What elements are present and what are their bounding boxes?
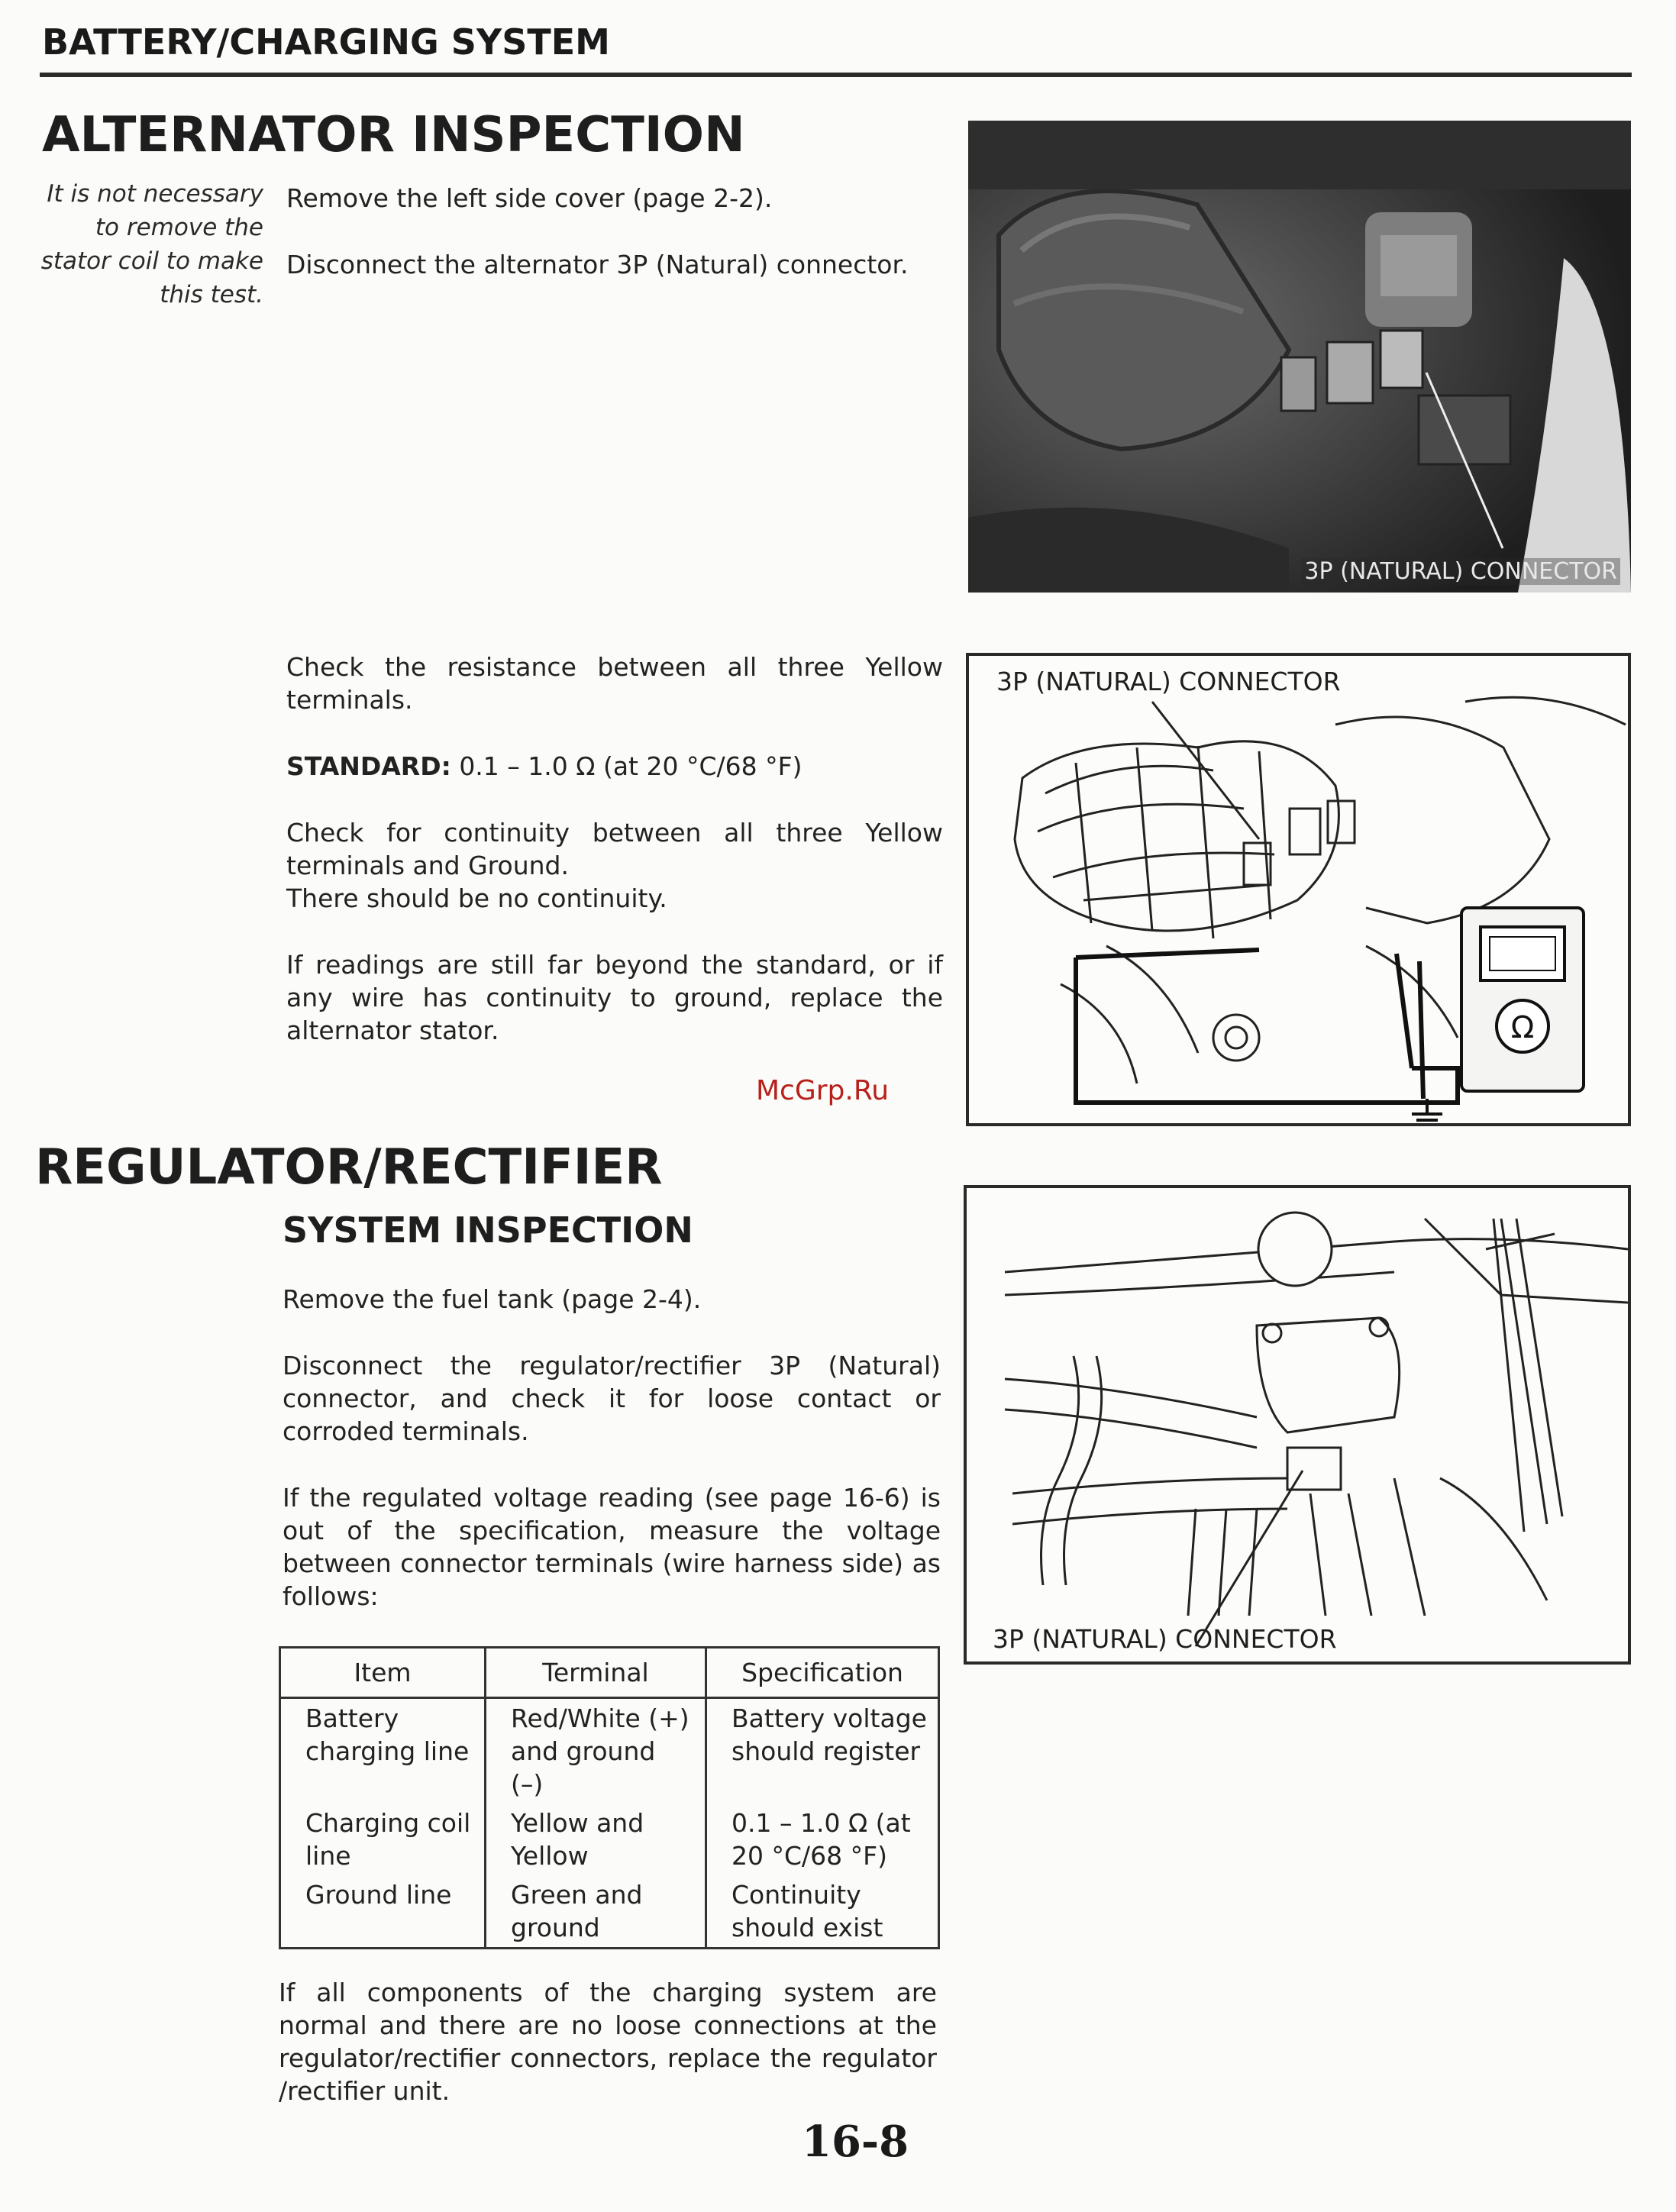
regulator-steps — [283, 1283, 941, 1613]
table-cell: Battery voltage should register — [706, 1698, 939, 1804]
replace-stator-text: If readings are still far beyond the standard, or if any wire has continuity to ground, replace the alternator stator. — [286, 950, 943, 1045]
standard-line — [286, 750, 943, 783]
regulator-figure-caption: 3P (NATURAL) CONNECTOR — [993, 1624, 1337, 1654]
side-note: It is not necessary to remove the stator coil to make this test. — [40, 180, 263, 308]
step-measure-voltage: If the regulated voltage reading (see page 16-6) is out of the specification, measure the voltage between connector terminals (wire harness side) as follows: — [283, 1483, 941, 1611]
table-cell: Battery charging line — [280, 1698, 486, 1804]
alternator-checks — [286, 651, 943, 1047]
alternator-inspection-heading: ALTERNATOR INSPECTION — [42, 107, 745, 163]
check-resistance-text: Check the resistance between all three Yellow terminals. — [286, 652, 943, 715]
step-disconnect-regulator: Disconnect the regulator/rectifier 3P (Natural) connector, and check it for loose contact or corroded terminals. — [283, 1351, 941, 1446]
step-disconnect-connector: Disconnect the alternator 3P (Natural) connector. — [286, 250, 909, 279]
photo-caption: 3P (NATURAL) CONNECTOR — [1301, 558, 1620, 585]
continuity-text: Check for continuity between all three Yellow terminals and Ground. — [286, 818, 943, 880]
ohmmeter-figure — [966, 653, 1631, 1126]
watermark: McGrp.Ru — [756, 1075, 890, 1106]
table-row — [280, 1875, 939, 1949]
section-header-title: BATTERY/CHARGING SYSTEM — [42, 21, 610, 63]
table-header: Item — [280, 1648, 486, 1698]
standard-label: STANDARD: — [286, 751, 451, 781]
table-cell: 0.1 – 1.0 Ω (at 20 °C/68 °F) — [706, 1804, 939, 1875]
svg-text:Ω: Ω — [1510, 1010, 1535, 1045]
no-continuity-text: There should be no continuity. — [286, 883, 667, 913]
alternator-steps — [286, 182, 943, 281]
table-header-row — [280, 1648, 939, 1698]
table-header: Terminal — [486, 1648, 706, 1698]
table-cell: Charging coil line — [280, 1804, 486, 1875]
table-cell: Green and ground — [486, 1875, 706, 1949]
table-cell: Yellow and Yellow — [486, 1804, 706, 1875]
table-cell: Continuity should exist — [706, 1875, 939, 1949]
regulator-connector-figure — [964, 1185, 1631, 1665]
table-cell: Red/White (+) and ground (–) — [486, 1698, 706, 1804]
regulator-diagram — [967, 1188, 1628, 1661]
step-remove-fuel-tank: Remove the fuel tank (page 2-4). — [283, 1284, 702, 1314]
connector-photo-image — [968, 121, 1631, 593]
page-number: 16-8 — [802, 2117, 909, 2167]
table-row — [280, 1698, 939, 1804]
standard-value: 0.1 – 1.0 Ω (at 20 °C/68 °F) — [459, 751, 802, 781]
ohmmeter-diagram — [969, 656, 1628, 1123]
regulator-rectifier-heading: REGULATOR/RECTIFIER — [35, 1139, 663, 1196]
table-row — [280, 1804, 939, 1875]
step-remove-cover: Remove the left side cover (page 2-2). — [286, 183, 773, 213]
header-rule — [40, 73, 1632, 77]
table-header: Specification — [706, 1648, 939, 1698]
table-cell: Ground line — [280, 1875, 486, 1949]
voltage-spec-table — [279, 1646, 940, 1949]
final-note: If all components of the charging system are normal and there are no loose connections at the regulator/rectifier connectors, replace the regulator /rectifier unit. — [279, 1978, 937, 2106]
system-inspection-subheading: SYSTEM INSPECTION — [283, 1209, 693, 1251]
connector-photo — [968, 121, 1631, 593]
ohmmeter-figure-caption: 3P (NATURAL) CONNECTOR — [996, 667, 1341, 696]
